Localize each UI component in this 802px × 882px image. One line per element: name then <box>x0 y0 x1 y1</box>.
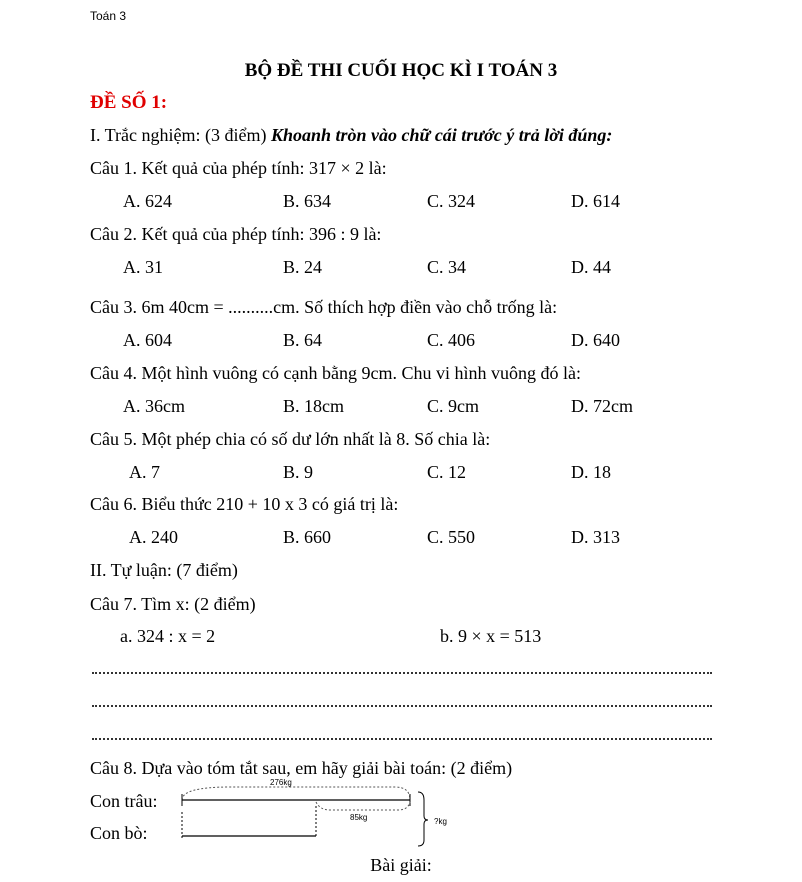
top-brace <box>182 787 410 800</box>
question-3: Câu 3. 6m 40cm = ..........cm. Số thích hợp điền vào chỗ trống là: <box>90 297 558 317</box>
question-1: Câu 1. Kết quả của phép tính: 317 × 2 là: <box>90 158 387 178</box>
total-value-label: ?kg <box>434 817 447 826</box>
diff-value-label: 85kg <box>350 813 368 822</box>
page-header: Toán 3 <box>90 9 127 23</box>
part1-heading: I. Trắc nghiệm: (3 điểm) <box>90 125 267 145</box>
question-6: Câu 6. Biểu thức 210 + 10 x 3 có giá trị là: <box>90 494 399 514</box>
diagram-row1-label: Con trâu: <box>90 791 158 811</box>
q5-option-d[interactable]: D. 18 <box>571 462 611 482</box>
q1-option-c[interactable]: C. 324 <box>427 191 476 211</box>
q3-option-b[interactable]: B. 64 <box>283 330 323 350</box>
q7-part-a: a. 324 : x = 2 <box>120 626 216 646</box>
q5-option-c[interactable]: C. 12 <box>427 462 467 482</box>
q4-option-b[interactable]: B. 18cm <box>283 396 344 416</box>
q2-option-a[interactable]: A. 31 <box>123 257 163 277</box>
q6-option-d[interactable]: D. 313 <box>571 527 620 547</box>
q6-option-c[interactable]: C. 550 <box>427 527 476 547</box>
question-5: Câu 5. Một phép chia có số dư lớn nhất là 8. Số chia là: <box>90 429 491 449</box>
q1-option-d[interactable]: D. 614 <box>571 191 620 211</box>
part2-heading: II. Tự luận: (7 điểm) <box>90 560 238 580</box>
q7-part-b: b. 9 × x = 513 <box>440 626 542 646</box>
q2-option-c[interactable]: C. 34 <box>427 257 467 277</box>
diff-brace <box>316 802 410 810</box>
solution-label: Bài giải: <box>370 855 432 875</box>
q6-option-a[interactable]: A. 240 <box>129 527 178 547</box>
q6-option-b[interactable]: B. 660 <box>283 527 332 547</box>
exam-number: ĐỀ SỐ 1: <box>90 92 168 113</box>
answer-line-3[interactable] <box>92 738 712 740</box>
q2-option-b[interactable]: B. 24 <box>283 257 323 277</box>
q2-option-d[interactable]: D. 44 <box>571 257 611 277</box>
q1-option-a[interactable]: A. 624 <box>123 191 172 211</box>
question-4: Câu 4. Một hình vuông có cạnh bằng 9cm. Chu vi hình vuông đó là: <box>90 363 581 383</box>
q5-option-b[interactable]: B. 9 <box>283 462 314 482</box>
page-title: BỘ ĐỀ THI CUỐI HỌC KÌ I TOÁN 3 <box>244 60 558 81</box>
diagram-row2-label: Con bò: <box>90 823 148 843</box>
top-value-label: 276kg <box>270 778 292 787</box>
q4-option-d[interactable]: D. 72cm <box>571 396 633 416</box>
total-bracket <box>418 792 428 846</box>
q3-option-d[interactable]: D. 640 <box>571 330 620 350</box>
summary-diagram <box>170 772 460 852</box>
q4-option-a[interactable]: A. 36cm <box>123 396 185 416</box>
answer-line-1[interactable] <box>92 672 712 674</box>
q5-option-a[interactable]: A. 7 <box>129 462 160 482</box>
part1-heading-line <box>90 125 612 146</box>
question-2: Câu 2. Kết quả của phép tính: 396 : 9 là: <box>90 224 382 244</box>
answer-line-2[interactable] <box>92 705 712 707</box>
question-8: Câu 8. Dựa vào tóm tắt sau, em hãy giải bài toán: (2 điểm) <box>90 758 513 778</box>
part1-instruction: Khoanh tròn vào chữ cái trước ý trả lời đúng: <box>270 125 613 145</box>
q1-option-b[interactable]: B. 634 <box>283 191 332 211</box>
q3-option-c[interactable]: C. 406 <box>427 330 476 350</box>
q4-option-c[interactable]: C. 9cm <box>427 396 479 416</box>
question-7: Câu 7. Tìm x: (2 điểm) <box>90 594 256 614</box>
q3-option-a[interactable]: A. 604 <box>123 330 172 350</box>
